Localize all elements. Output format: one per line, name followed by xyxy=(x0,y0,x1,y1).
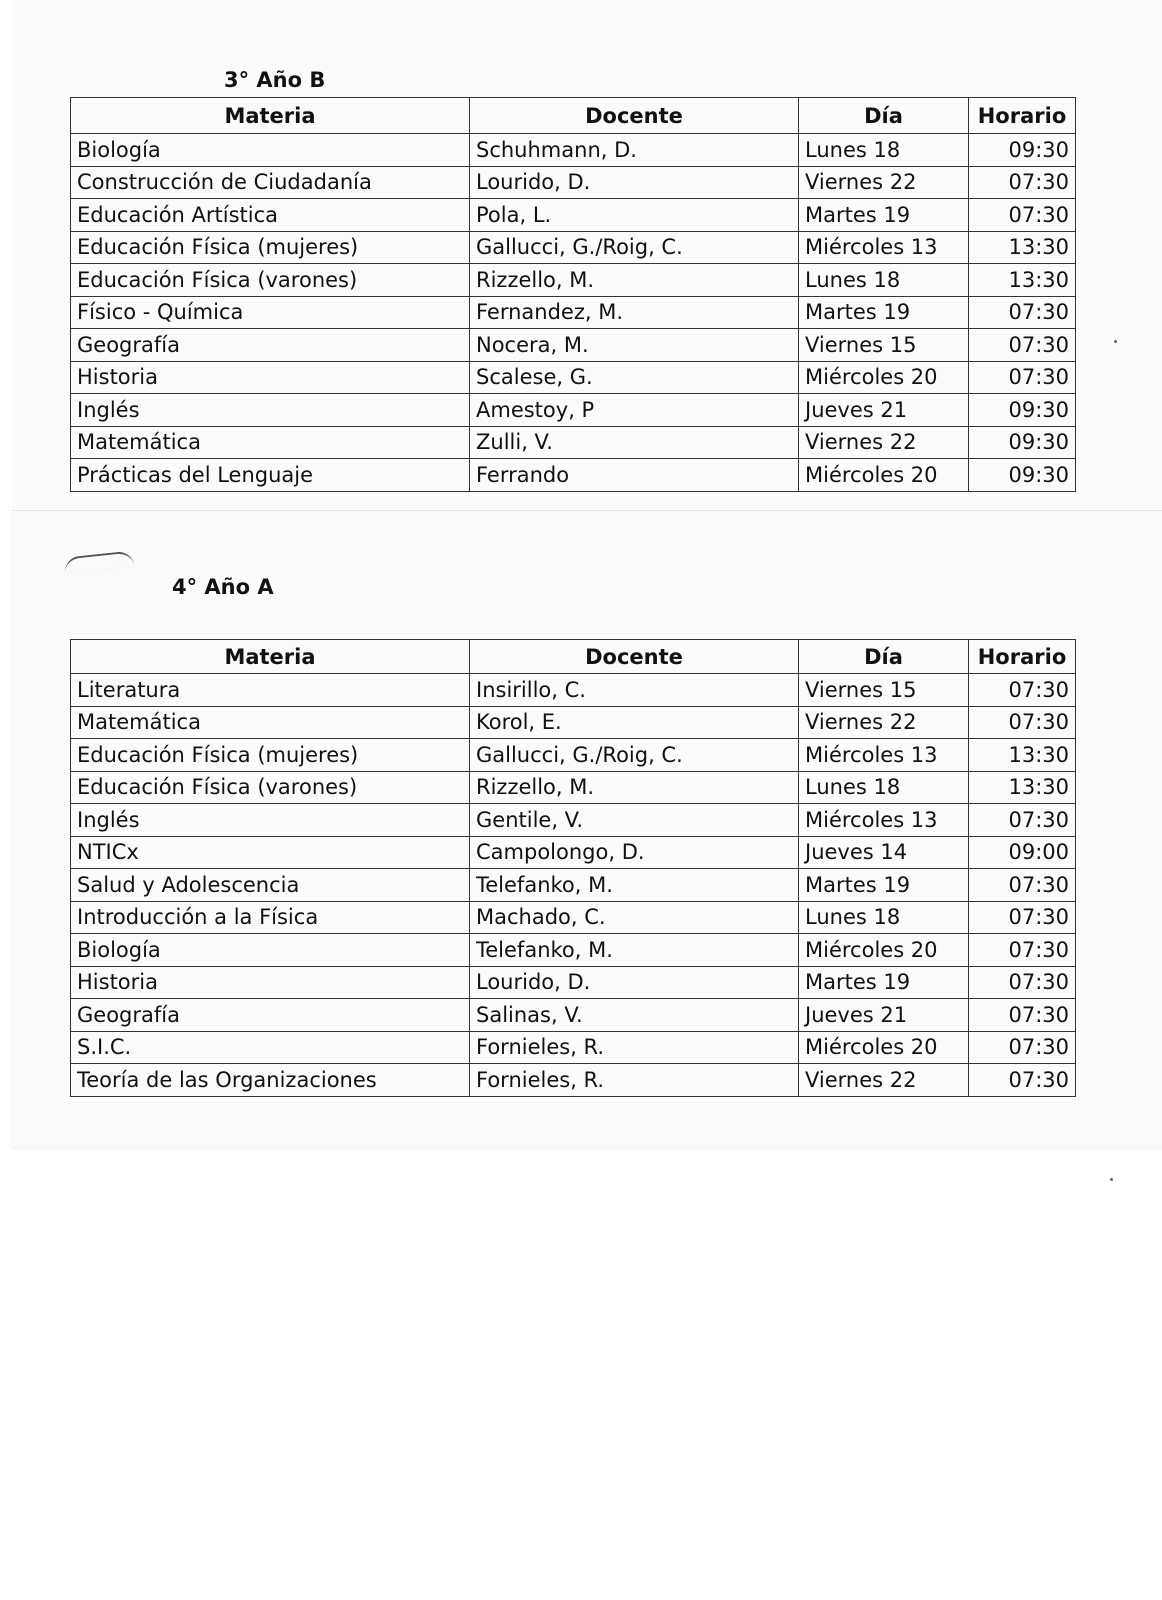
cell-horario: 07:30 xyxy=(969,674,1076,707)
cell-dia: Miércoles 20 xyxy=(799,459,969,492)
cell-horario: 07:30 xyxy=(969,166,1076,199)
cell-dia: Lunes 18 xyxy=(799,901,969,934)
table-row xyxy=(71,394,1076,427)
cell-dia: Lunes 18 xyxy=(799,771,969,804)
table-row xyxy=(71,296,1076,329)
cell-docente: Ferrando xyxy=(470,459,799,492)
header-docente: Docente xyxy=(470,98,799,134)
cell-docente: Rizzello, M. xyxy=(470,264,799,297)
table-row xyxy=(71,674,1076,707)
cell-docente: Scalese, G. xyxy=(470,361,799,394)
table-row xyxy=(71,836,1076,869)
cell-dia: Lunes 18 xyxy=(799,134,969,167)
cell-docente: Salinas, V. xyxy=(470,999,799,1032)
cell-horario: 13:30 xyxy=(969,771,1076,804)
cell-docente: Schuhmann, D. xyxy=(470,134,799,167)
table-row xyxy=(71,426,1076,459)
cell-materia: Historia xyxy=(71,361,470,394)
cell-horario: 09:30 xyxy=(969,426,1076,459)
table-row xyxy=(71,771,1076,804)
cell-docente: Gentile, V. xyxy=(470,804,799,837)
table-row xyxy=(71,459,1076,492)
cell-materia: S.I.C. xyxy=(71,1031,470,1064)
schedule-table-4-ano-a xyxy=(70,639,1076,1097)
table-row xyxy=(71,134,1076,167)
cell-materia: Educación Física (varones) xyxy=(71,771,470,804)
cell-horario: 07:30 xyxy=(969,999,1076,1032)
cell-docente: Fernandez, M. xyxy=(470,296,799,329)
header-materia: Materia xyxy=(71,640,470,674)
table-row xyxy=(71,231,1076,264)
cell-docente: Fornieles, R. xyxy=(470,1064,799,1097)
cell-dia: Miércoles 13 xyxy=(799,231,969,264)
cell-dia: Martes 19 xyxy=(799,966,969,999)
table-row xyxy=(71,966,1076,999)
cell-materia: Literatura xyxy=(71,674,470,707)
cell-horario: 07:30 xyxy=(969,966,1076,999)
cell-materia: Geografía xyxy=(71,999,470,1032)
table-row xyxy=(71,869,1076,902)
cell-docente: Campolongo, D. xyxy=(470,836,799,869)
cell-materia: Educación Física (mujeres) xyxy=(71,739,470,772)
cell-dia: Viernes 22 xyxy=(799,1064,969,1097)
cell-dia: Jueves 21 xyxy=(799,394,969,427)
cell-dia: Martes 19 xyxy=(799,296,969,329)
cell-horario: 07:30 xyxy=(969,199,1076,232)
header-docente: Docente xyxy=(470,640,799,674)
cell-dia: Miércoles 20 xyxy=(799,1031,969,1064)
cell-horario: 07:30 xyxy=(969,901,1076,934)
cell-dia: Martes 19 xyxy=(799,869,969,902)
header-dia: Día xyxy=(799,640,969,674)
cell-docente: Fornieles, R. xyxy=(470,1031,799,1064)
cell-dia: Viernes 15 xyxy=(799,674,969,707)
cell-horario: 07:30 xyxy=(969,1064,1076,1097)
cell-materia: Inglés xyxy=(71,394,470,427)
cell-horario: 07:30 xyxy=(969,706,1076,739)
cell-horario: 09:30 xyxy=(969,394,1076,427)
cell-dia: Miércoles 20 xyxy=(799,934,969,967)
table-row xyxy=(71,199,1076,232)
cell-horario: 07:30 xyxy=(969,1031,1076,1064)
header-horario: Horario xyxy=(969,98,1076,134)
cell-materia: Prácticas del Lenguaje xyxy=(71,459,470,492)
cell-horario: 07:30 xyxy=(969,296,1076,329)
cell-horario: 09:30 xyxy=(969,459,1076,492)
cell-docente: Lourido, D. xyxy=(470,166,799,199)
cell-materia: Biología xyxy=(71,134,470,167)
cell-dia: Jueves 14 xyxy=(799,836,969,869)
cell-materia: Educación Artística xyxy=(71,199,470,232)
table-row xyxy=(71,739,1076,772)
cell-dia: Viernes 22 xyxy=(799,166,969,199)
cell-materia: Físico - Química xyxy=(71,296,470,329)
schedule-table-3-ano-b xyxy=(70,97,1076,492)
cell-docente: Zulli, V. xyxy=(470,426,799,459)
table-row xyxy=(71,934,1076,967)
cell-horario: 13:30 xyxy=(969,739,1076,772)
cell-materia: Salud y Adolescencia xyxy=(71,869,470,902)
cell-docente: Korol, E. xyxy=(470,706,799,739)
cell-horario: 13:30 xyxy=(969,231,1076,264)
table-row xyxy=(71,166,1076,199)
cell-docente: Rizzello, M. xyxy=(470,771,799,804)
cell-docente: Gallucci, G./Roig, C. xyxy=(470,739,799,772)
cell-docente: Lourido, D. xyxy=(470,966,799,999)
cell-docente: Telefanko, M. xyxy=(470,934,799,967)
speck xyxy=(1110,1178,1113,1181)
table-row xyxy=(71,1064,1076,1097)
table-row xyxy=(71,999,1076,1032)
cell-materia: Introducción a la Física xyxy=(71,901,470,934)
cell-materia: Geografía xyxy=(71,329,470,362)
cell-materia: NTICx xyxy=(71,836,470,869)
cell-docente: Gallucci, G./Roig, C. xyxy=(470,231,799,264)
cell-dia: Viernes 22 xyxy=(799,426,969,459)
cell-docente: Machado, C. xyxy=(470,901,799,934)
cell-docente: Nocera, M. xyxy=(470,329,799,362)
header-materia: Materia xyxy=(71,98,470,134)
cell-docente: Amestoy, P xyxy=(470,394,799,427)
cell-horario: 13:30 xyxy=(969,264,1076,297)
cell-materia: Biología xyxy=(71,934,470,967)
cell-horario: 07:30 xyxy=(969,934,1076,967)
table-row xyxy=(71,804,1076,837)
cell-dia: Jueves 21 xyxy=(799,999,969,1032)
cell-dia: Viernes 15 xyxy=(799,329,969,362)
cell-dia: Miércoles 13 xyxy=(799,804,969,837)
cell-materia: Construcción de Ciudadanía xyxy=(71,166,470,199)
cell-materia: Educación Física (mujeres) xyxy=(71,231,470,264)
speck xyxy=(1114,340,1117,343)
table-row xyxy=(71,264,1076,297)
cell-materia: Matemática xyxy=(71,706,470,739)
table-row xyxy=(71,706,1076,739)
cell-dia: Lunes 18 xyxy=(799,264,969,297)
cell-dia: Miércoles 20 xyxy=(799,361,969,394)
table-row xyxy=(71,329,1076,362)
cell-horario: 07:30 xyxy=(969,361,1076,394)
table-header-row xyxy=(71,98,1076,134)
cell-horario: 07:30 xyxy=(969,329,1076,362)
table-header-row xyxy=(71,640,1076,674)
section-title-3-ano-b: 3° Año B xyxy=(224,68,326,92)
cell-materia: Historia xyxy=(71,966,470,999)
cell-dia: Martes 19 xyxy=(799,199,969,232)
cell-horario: 07:30 xyxy=(969,804,1076,837)
table-row xyxy=(71,1031,1076,1064)
table-row xyxy=(71,901,1076,934)
cell-docente: Telefanko, M. xyxy=(470,869,799,902)
cell-horario: 09:00 xyxy=(969,836,1076,869)
cell-dia: Miércoles 13 xyxy=(799,739,969,772)
cell-materia: Inglés xyxy=(71,804,470,837)
cell-materia: Matemática xyxy=(71,426,470,459)
cell-docente: Insirillo, C. xyxy=(470,674,799,707)
header-horario: Horario xyxy=(969,640,1076,674)
cell-materia: Teoría de las Organizaciones xyxy=(71,1064,470,1097)
cell-dia: Viernes 22 xyxy=(799,706,969,739)
header-dia: Día xyxy=(799,98,969,134)
table-row xyxy=(71,361,1076,394)
cell-docente: Pola, L. xyxy=(470,199,799,232)
section-title-4-ano-a: 4° Año A xyxy=(172,575,274,599)
cell-materia: Educación Física (varones) xyxy=(71,264,470,297)
cell-horario: 09:30 xyxy=(969,134,1076,167)
cell-horario: 07:30 xyxy=(969,869,1076,902)
